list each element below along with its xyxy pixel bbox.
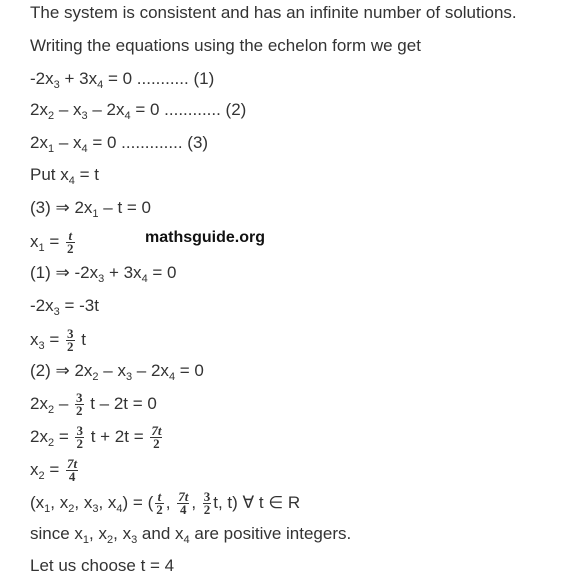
minus-2x3: $-2x_3 = -3t$ [30, 296, 99, 318]
step-1: (1) ⇒ $-2x_3 + 3x_4 = 0$ [30, 263, 177, 285]
since-positive: since $x_1$, $x_2$, $x_3$ and $x_4$ are positive integers. [30, 524, 352, 546]
reduce-1: $2x_2$ – $\frac{3}{2}$ t – 2t = 0 [30, 390, 157, 418]
watermark: mathsguide.org [145, 229, 266, 246]
line-echelon-intro: Writing the equations using the echelon form we get [30, 36, 421, 55]
fraction: $\frac{t}{2}$ [67, 228, 74, 256]
fraction: $\frac{t}{2}$ [156, 489, 163, 517]
equation-3: $2x_1 - x_4 = 0$ ............. (3) [30, 133, 209, 155]
line-consistent: The system is consistent and has an infinite number of solutions. [30, 3, 517, 22]
reduce-2: $2x_2$ = $\frac{3}{2}$ t + 2t = $\frac{7t}{2}$ [30, 423, 162, 451]
put-x4: Put $x_4 = t$ [30, 165, 99, 187]
choose-t: Let us choose t = 4 [30, 556, 175, 575]
solution-tuple: ($x_1$, $x_2$, $x_3$, $x_4$) = ( $\frac{t}{2}$ , $\frac{7t}{4}$ , $\frac{3}{2}$ t, t) ∀ t ∈ R [30, 489, 301, 517]
fraction: $\frac{3}{2}$ [203, 489, 211, 517]
equation-2: $2x_2 - x_3 - 2x_4 = 0$ ............ (2) [30, 100, 247, 122]
fraction: $\frac{3}{2}$ [76, 390, 83, 418]
fraction: $\frac{3}{2}$ [67, 326, 74, 354]
x1-result: $x_1$ = $\frac{t}{2}$ [30, 228, 74, 256]
x2-result: $x_2$ = $\frac{7t}{4}$ [30, 456, 78, 484]
equation-1: $-2x_3 + 3x_4 = 0$ ........... (1) [30, 69, 215, 91]
x3-result: $x_3$ = $\frac{3}{2}$ t [30, 326, 86, 354]
step-3: (3) ⇒ $2x_1 - t = 0$ [30, 198, 151, 220]
step-2: (2) ⇒ $2x_2 - x_3 - 2x_4 = 0$ [30, 361, 204, 383]
fraction: $\frac{3}{2}$ [76, 423, 83, 451]
fraction: $\frac{7t}{2}$ [151, 423, 162, 451]
fraction: $\frac{7t}{4}$ [67, 456, 78, 484]
fraction: $\frac{7t}{4}$ [178, 489, 189, 517]
